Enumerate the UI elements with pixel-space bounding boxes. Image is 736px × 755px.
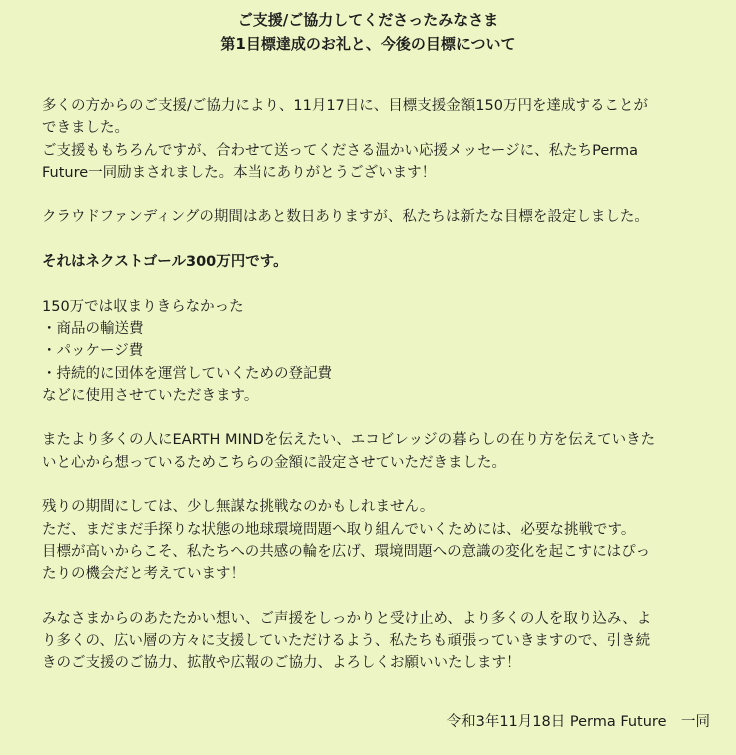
text-line: クラウドファンディングの期間はあと数日ありますが、私たちは新たな目標を設定しました。 xyxy=(42,209,649,226)
text-line: ご支援ももちろんですが、合わせて送ってくださる温かい応援メッセージに、私たちPerma xyxy=(42,142,638,159)
text-line: などに使用させていただきます。 xyxy=(42,387,259,404)
text-line: またより多くの人にEARTH MINDを伝えたい、エコビレッジの暮らしの在り方を伝えていきた xyxy=(42,432,656,449)
text-line: きのご支援のご協力、拡散や広報のご協力、よろしくお願いいたします！ xyxy=(42,655,521,672)
text-line: 多くの方からのご支援/ご協力により、11月17日に、目標支援金額150万円を達成することが xyxy=(42,98,648,114)
title-line-1: ご支援/ご協力してくださったみなさま xyxy=(237,11,499,29)
signature: 令和3年11月18日 Perma Future 一同 xyxy=(446,714,710,730)
text-line: り多くの、広い層の方々に支援していただけるよう、私たちも頑張っていきますので、引き続 xyxy=(42,633,651,650)
paragraph xyxy=(42,296,716,407)
paragraph xyxy=(42,95,716,184)
text-line: 150万では収まりきらなかった xyxy=(42,298,244,315)
paragraph xyxy=(42,206,716,228)
paragraph xyxy=(42,429,716,474)
text-line: ただ、まだまだ手探りな状態の地球環境問題へ取り組んでいくためには、必要な挑戦です。 xyxy=(42,521,636,538)
text-line: できました。 xyxy=(42,120,129,137)
paragraph xyxy=(42,251,716,273)
paragraph xyxy=(42,496,716,585)
text-line: みなさまからのあたたかい想い、ご声援をしっかりと受け止め、より多くの人を取り込み、よ xyxy=(42,610,652,627)
text-line: それはネクストゴール300万円です。 xyxy=(42,254,288,271)
text-line: 残りの期間にしては、少し無謀な挑戦なのかもしれません。 xyxy=(42,499,435,516)
text-line: ・商品の輸送費 xyxy=(42,320,144,337)
message-body xyxy=(42,95,716,697)
paragraph xyxy=(42,608,716,675)
text-line: たりの機会だと考えています！ xyxy=(42,566,245,583)
text-line: いと心から想っているためこちらの金額に設定させていただきました。 xyxy=(42,454,506,471)
title-line-2: 第1目標達成のお礼と、今後の目標について xyxy=(220,35,516,53)
text-line: ・持続的に団体を運営していくための登記費 xyxy=(42,365,332,382)
page-title xyxy=(0,8,736,56)
text-line: Future一同励まされました。本当にありがとうございます！ xyxy=(42,164,437,181)
text-line: ・パッケージ費 xyxy=(42,343,144,360)
text-line: 目標が高いからこそ、私たちへの共感の輪を広げ、環境問題への意識の変化を起こすにはぴっ xyxy=(42,543,651,560)
